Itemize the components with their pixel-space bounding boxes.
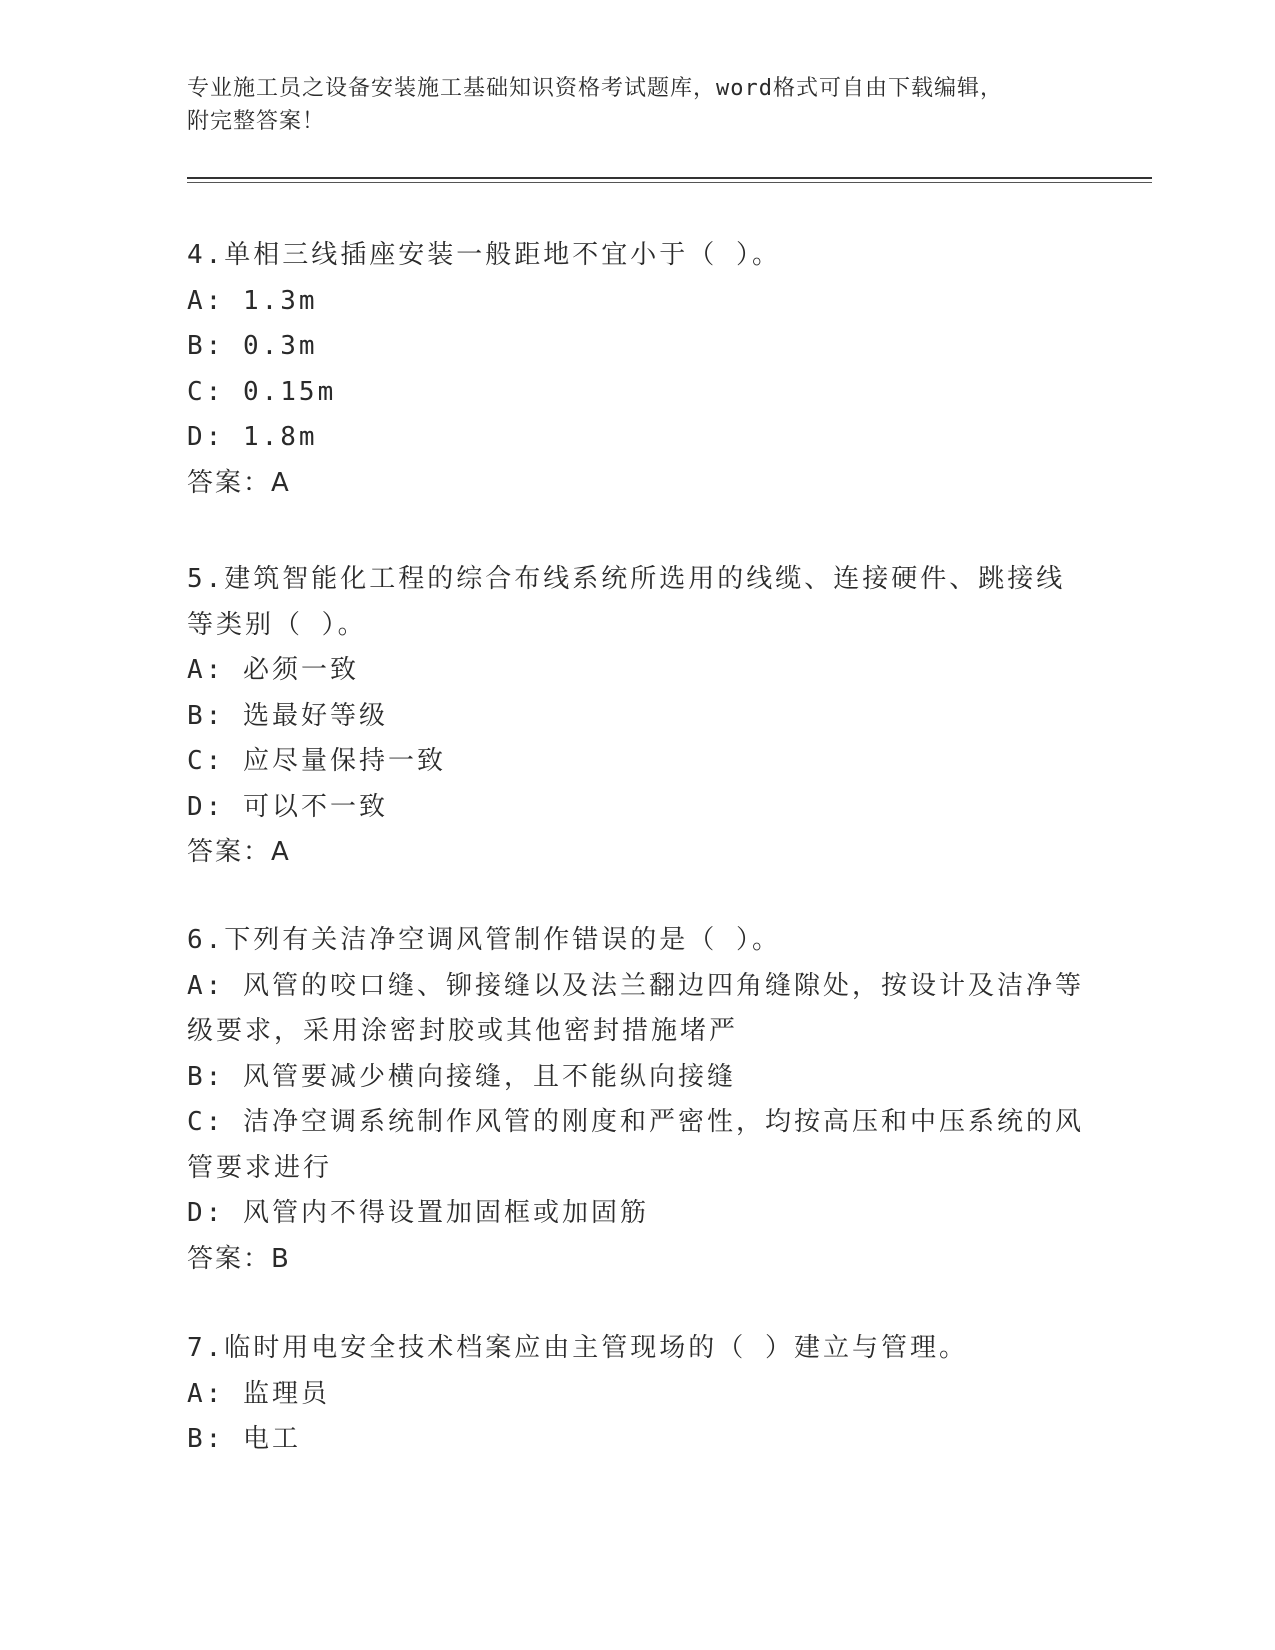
option-b: B: 0.3m <box>187 331 318 361</box>
option-d: D: 1.8m <box>187 422 318 452</box>
header-line-2: 附完整答案！ <box>187 109 326 134</box>
header-line-1: 专业施工员之设备安装施工基础知识资格考试题库，word格式可自由下载编辑， <box>187 76 1003 101</box>
option-a: A: 必须一致 <box>187 655 359 685</box>
question-7 <box>187 1326 1077 1463</box>
question-stem: 7.临时用电安全技术档案应由主管现场的（ ）建立与管理。 <box>187 1333 968 1363</box>
option-a-line-1: A: 风管的咬口缝、铆接缝以及法兰翻边四角缝隙处，按设计及洁净等 <box>187 970 1084 1001</box>
option-c: C: 0.15m <box>187 376 337 407</box>
question-stem: 4.单相三线插座安装一般距地不宜小于（ ）。 <box>187 240 781 270</box>
option-a-line-2: 级要求，采用涂密封胶或其他密封措施堵严 <box>187 1016 739 1046</box>
option-c: C: 应尽量保持一致 <box>187 746 446 776</box>
option-d: D: 风管内不得设置加固框或加固筋 <box>187 1198 649 1228</box>
option-a: A: 1.3m <box>187 285 318 316</box>
question-stem-line-2: 等类别（ ）。 <box>187 609 367 640</box>
answer-label: 答案：A <box>187 837 291 867</box>
question-5 <box>187 557 1077 876</box>
answer-label: 答案：A <box>187 467 291 498</box>
option-d: D: 可以不一致 <box>187 791 388 822</box>
question-4 <box>187 233 1077 506</box>
option-c-line-2: 管要求进行 <box>187 1152 333 1183</box>
option-c-line-1: C: 洁净空调系统制作风管的刚度和严密性，均按高压和中压系统的风 <box>187 1107 1084 1137</box>
header-divider-bottom <box>187 182 1152 183</box>
answer-label: 答案：B <box>187 1243 291 1274</box>
option-a: A: 监理员 <box>187 1378 330 1409</box>
option-b: B: 风管要减少横向接缝，且不能纵向接缝 <box>187 1061 736 1092</box>
header-divider-top <box>187 177 1152 179</box>
question-stem-line-1: 5.建筑智能化工程的综合布线系统所选用的线缆、连接硬件、跳接线 <box>187 564 1066 594</box>
question-6 <box>187 918 1084 1282</box>
document-header <box>187 72 1087 138</box>
option-b: B: 选最好等级 <box>187 700 388 731</box>
question-stem: 6.下列有关洁净空调风管制作错误的是（ ）。 <box>187 925 781 955</box>
option-b: B: 电工 <box>187 1424 301 1454</box>
